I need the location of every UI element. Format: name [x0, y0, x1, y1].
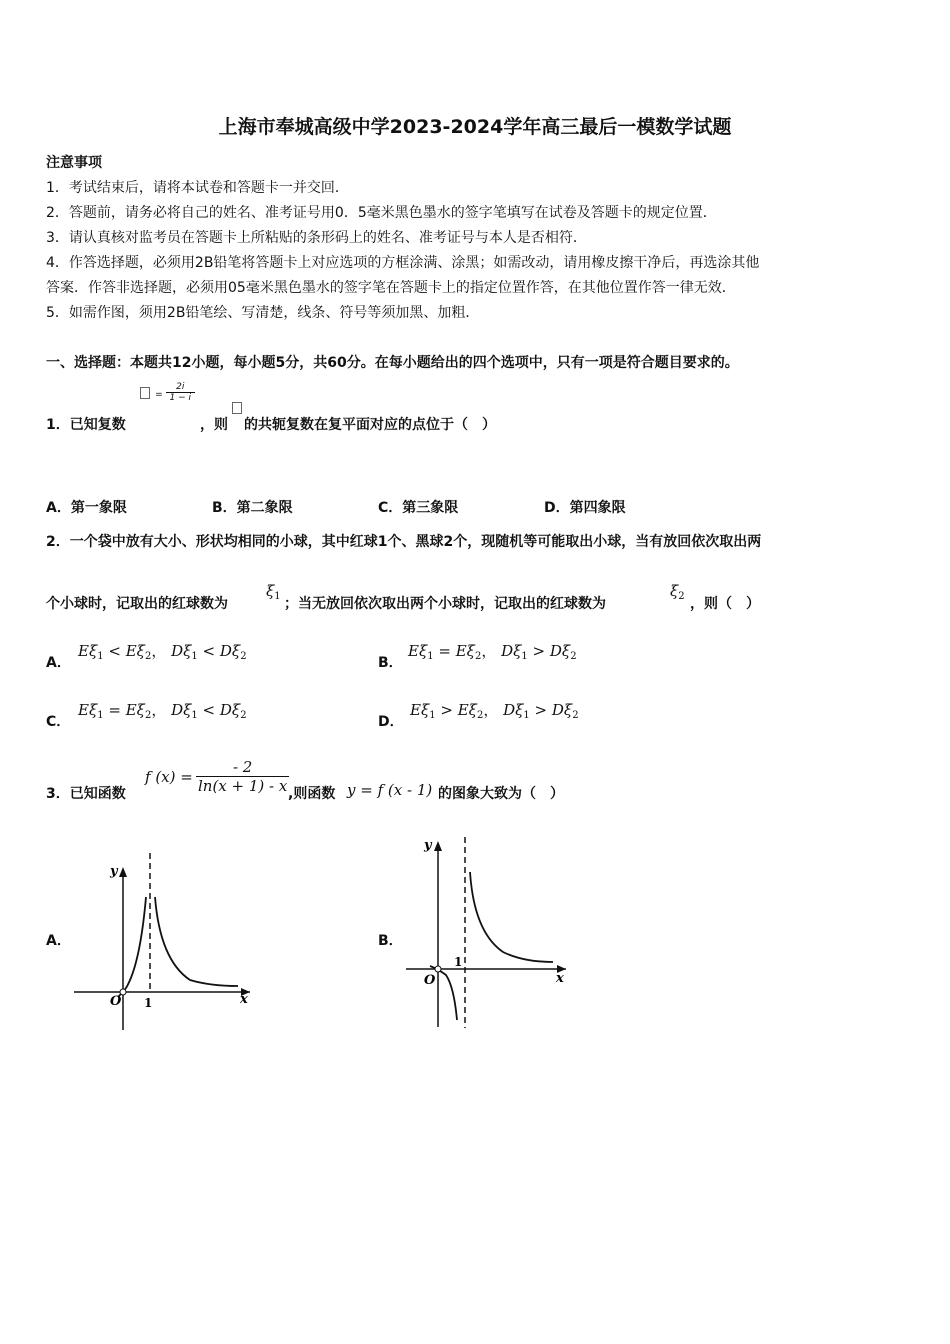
- q2-b-e-rel: =: [438, 642, 451, 660]
- graph-b[interactable]: [398, 832, 578, 1032]
- q1-formula: [140, 382, 195, 403]
- q1-prefix: 1．已知复数: [46, 417, 126, 433]
- q3-option-b-label[interactable]: B．: [378, 933, 403, 949]
- q2-option-a-label[interactable]: A．: [46, 655, 71, 671]
- q2-option-c-expr[interactable]: $E\xi_1 = E\xi_2$， $D\xi_1 < D\xi_2$: [78, 701, 247, 721]
- placeholder-glyph: [140, 387, 150, 399]
- q2-option-a-expr[interactable]: $E\xi_1 < E\xi_2$， $D\xi_1 < D\xi_2$: [78, 642, 247, 662]
- q2-line2c: ，则（ ）: [690, 596, 760, 612]
- curve-left-branch: [118, 897, 146, 997]
- q2-d-e-rel: >: [440, 701, 453, 719]
- q2-a-e-rel: <: [108, 642, 121, 660]
- notes-heading: 注意事项: [46, 155, 102, 171]
- page-title: 上海市奉城高级中学2023-2024学年高三最后一模数学试题: [218, 116, 732, 138]
- q1-frac-num: 2i: [166, 382, 196, 393]
- q2-option-b-expr[interactable]: $E\xi_1 = E\xi_2$， $D\xi_1 > D\xi_2$: [408, 642, 577, 662]
- q2-option-b-label[interactable]: B．: [378, 655, 403, 671]
- y-axis-arrow: [434, 841, 442, 851]
- y-label: y: [110, 864, 118, 879]
- q2-line1: 2．一个袋中放有大小、形状均相同的小球，其中红球1个、黑球2个，现随机等可能取出小球，当有放回依次取出两: [46, 534, 762, 550]
- xi2-symbol: $\xi_2$: [670, 582, 685, 602]
- q1-option-b[interactable]: B．第二象限: [212, 500, 293, 516]
- q3-prefix: 3．已知函数: [46, 786, 126, 802]
- q2-option-d-label[interactable]: D．: [378, 714, 404, 730]
- q3-suffix: 的图象大致为（ ）: [438, 786, 564, 802]
- q2-d-d-rel: >: [534, 701, 548, 719]
- q1-option-c[interactable]: C．第三象限: [378, 500, 459, 516]
- placeholder-glyph: [232, 402, 242, 414]
- origin-label: O: [424, 973, 436, 988]
- note-item: 答案．作答非选择题，必须用05毫米黑色墨水的签字笔在答题卡上的指定位置作答，在其他位置作答一律无效．: [46, 280, 736, 296]
- q3-fraction: [196, 758, 289, 795]
- y-axis-arrow: [119, 867, 127, 877]
- note-item: 3．请认真核对监考员在答题卡上所粘贴的条形码上的姓名、准考证号与本人是否相符．: [46, 230, 587, 246]
- q1-middle: ，则: [200, 417, 228, 433]
- one-label: 1: [454, 955, 463, 969]
- q1-fraction: [166, 382, 196, 403]
- q2-line2b: ；当无放回依次取出两个小球时，记取出的红球数为: [284, 596, 606, 612]
- curve-right-branch: [470, 872, 553, 962]
- note-item: 4．作答选择题，必须用2B铅笔将答题卡上对应选项的方框涂满、涂黑；如需改动，请用橡皮擦干净后，再选涂其他: [46, 255, 760, 271]
- q2-b-d-rel: >: [532, 642, 546, 660]
- y-label: y: [424, 838, 432, 853]
- curve-right-branch: [155, 897, 238, 986]
- x-label: x: [556, 971, 564, 986]
- q3-frac-num: - 2: [196, 758, 289, 777]
- section-heading: 一、选择题：本题共12小题，每小题5分，共60分。在每小题给出的四个选项中，只有一项是符合题目要求的。: [46, 355, 739, 371]
- q2-option-c-label[interactable]: C．: [46, 714, 71, 730]
- xi1-symbol: $\xi_1$: [266, 582, 281, 602]
- q3-option-a-label[interactable]: A．: [46, 933, 71, 949]
- q1-option-d[interactable]: D．第四象限: [544, 500, 626, 516]
- origin-point: [435, 966, 441, 972]
- note-item: 1．考试结束后，请将本试卷和答题卡一并交回．: [46, 180, 349, 196]
- q2-a-d-rel: <: [202, 642, 216, 660]
- q3-func: y = f (x - 1): [347, 781, 433, 799]
- note-item: 2．答题前，请务必将自己的姓名、准考证号用0．5毫米黑色墨水的签字笔填写在试卷及答题卡的规定位置．: [46, 205, 717, 221]
- q3-frac-den: ln(x + 1) - x: [198, 777, 288, 795]
- q1-frac-den: 1 − i: [169, 393, 191, 403]
- q3-middle: ,则函数: [288, 786, 336, 802]
- q2-c-e-rel: =: [108, 701, 121, 719]
- q3-fx: f (x) =: [145, 768, 193, 786]
- q1-formula-lhs: =: [155, 390, 166, 400]
- q1-suffix: 的共轭复数在复平面对应的点位于（ ）: [244, 417, 496, 433]
- q2-line2a: 个小球时，记取出的红球数为: [46, 596, 228, 612]
- one-label: 1: [144, 996, 153, 1010]
- q1-option-a[interactable]: A．第一象限: [46, 500, 127, 516]
- origin-label: O: [110, 994, 122, 1009]
- x-label: x: [240, 992, 248, 1007]
- note-item: 5．如需作图，须用2B铅笔绘、写清楚，线条、符号等须加黑、加粗．: [46, 305, 480, 321]
- graph-a[interactable]: [60, 845, 260, 1035]
- q2-c-d-rel: <: [202, 701, 216, 719]
- q2-option-d-expr[interactable]: $E\xi_1 > E\xi_2$， $D\xi_1 > D\xi_2$: [410, 701, 579, 721]
